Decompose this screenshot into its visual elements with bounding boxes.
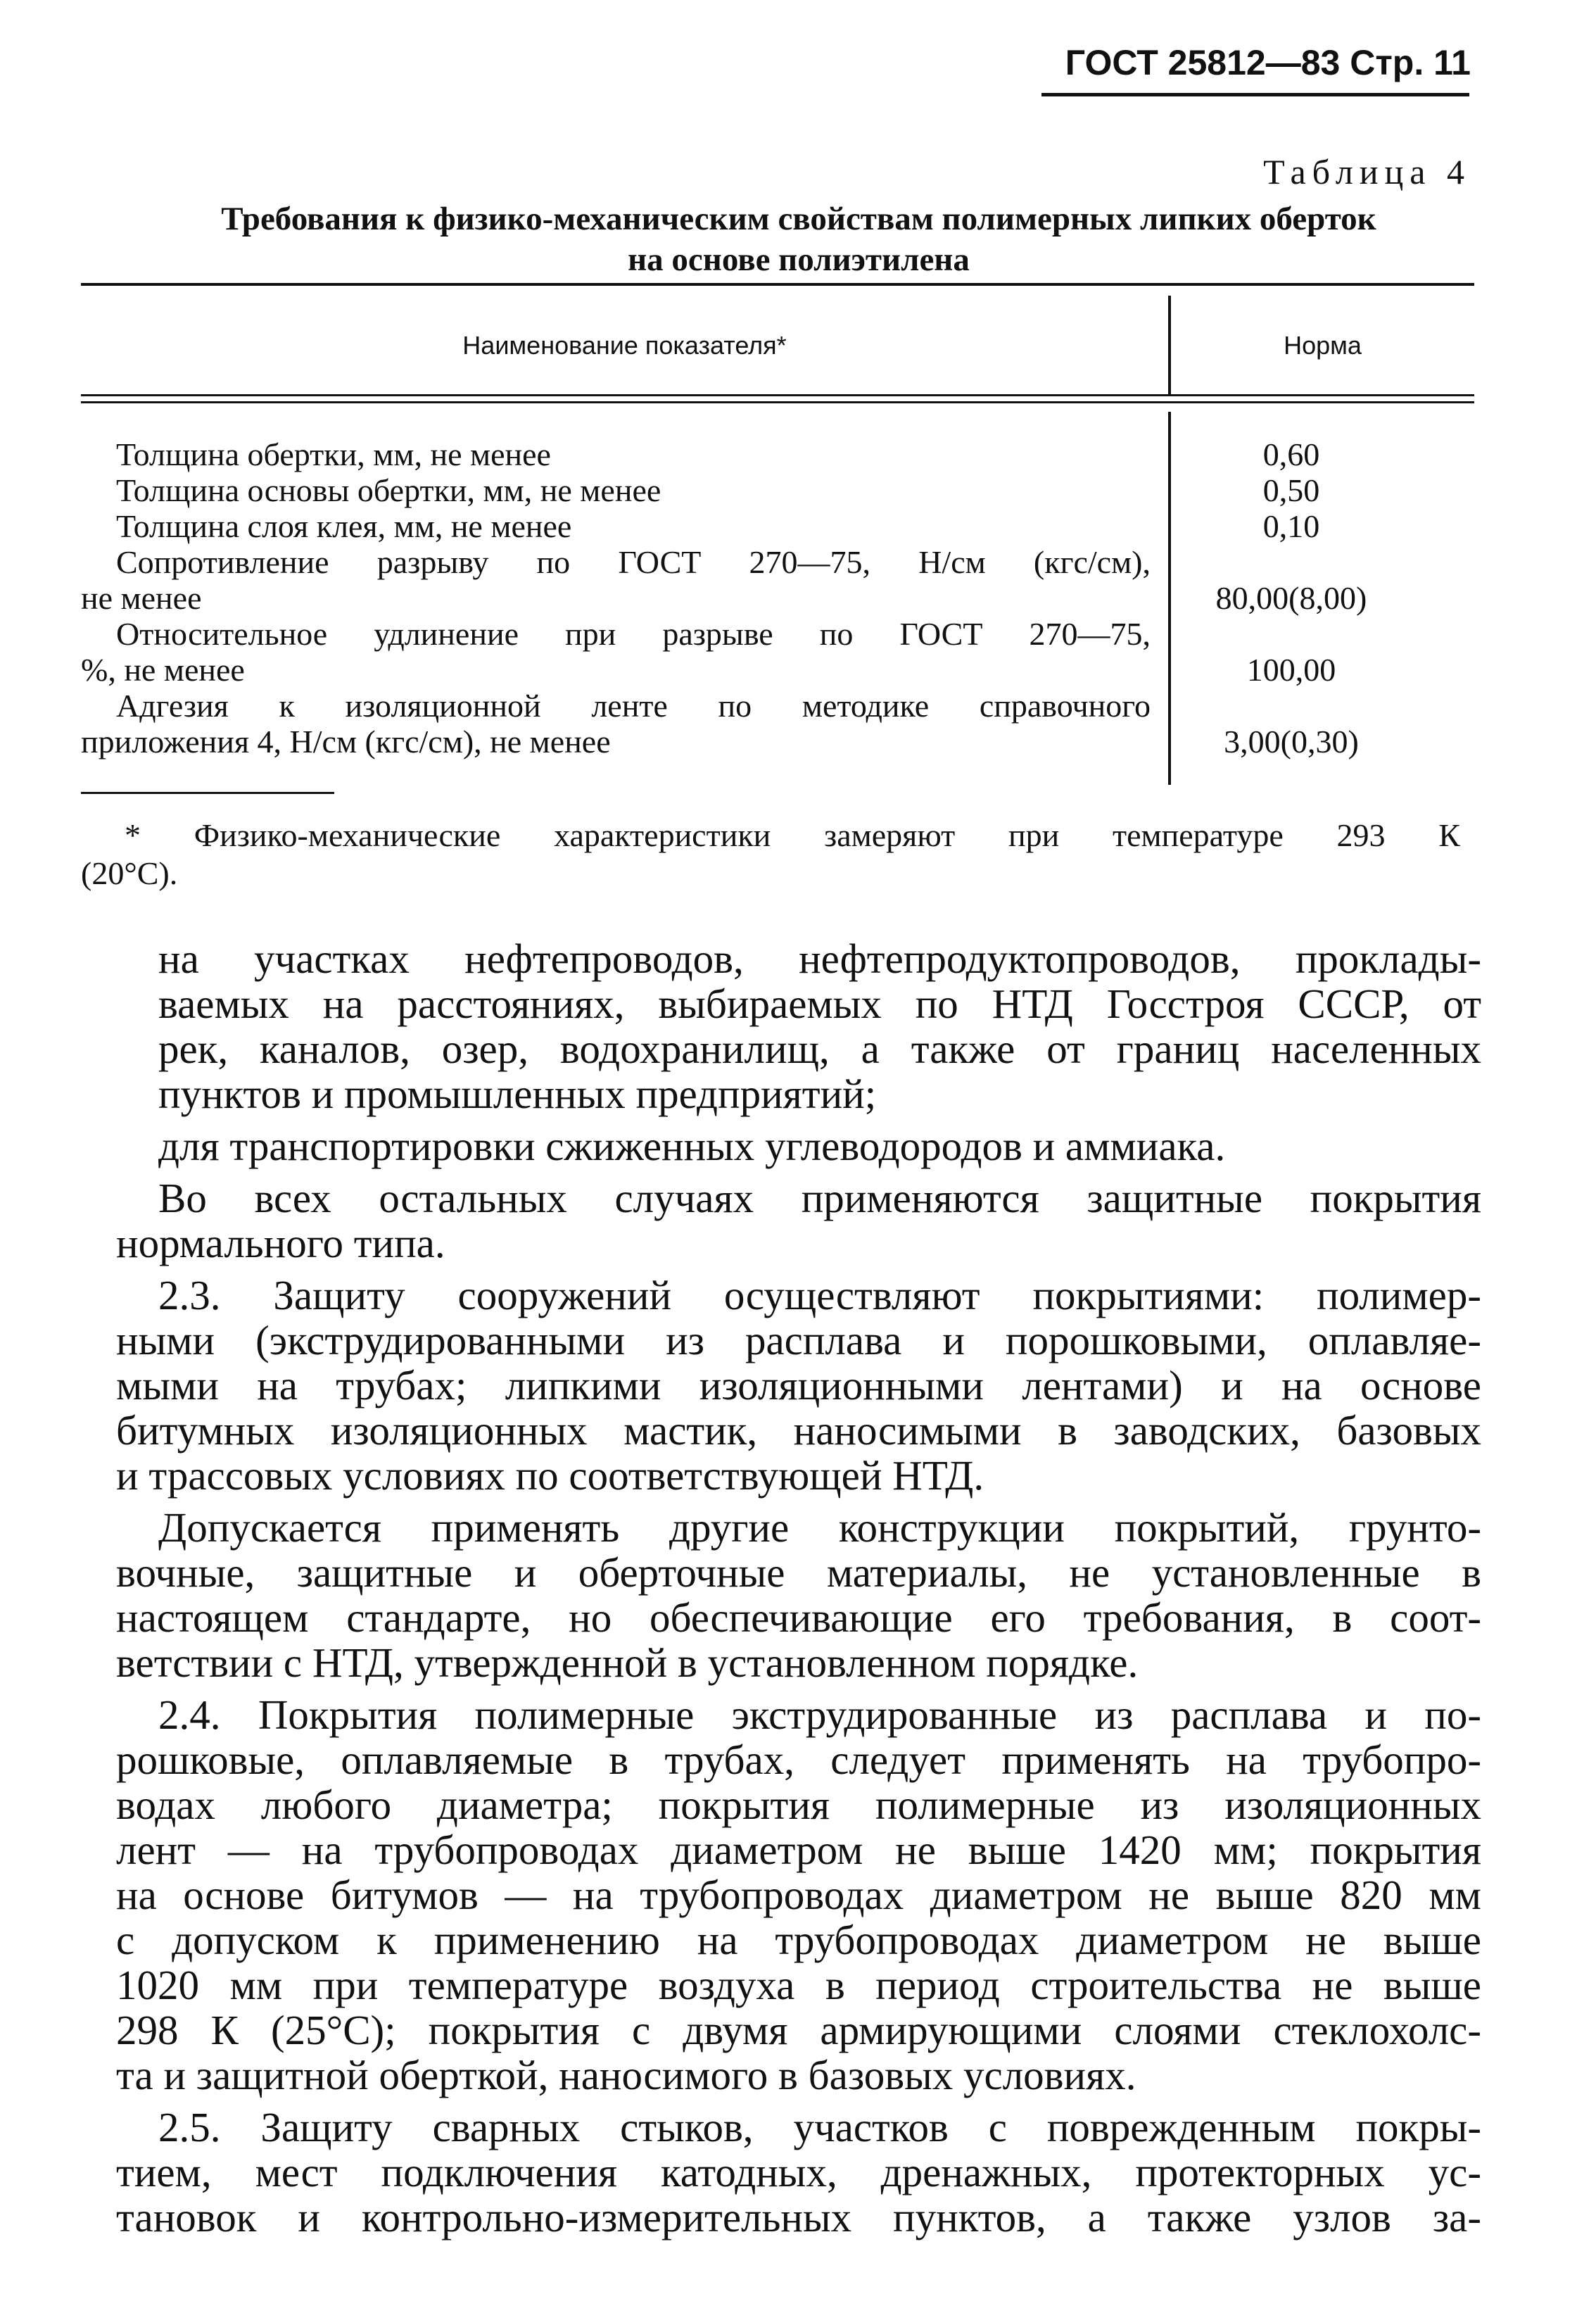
row-name-line: приложения 4, Н/см (кгс/см), не менее: [81, 724, 611, 760]
row-name-line: Толщина слоя клея, мм, не менее: [116, 508, 572, 544]
table-row-name: [81, 508, 1151, 544]
paragraph: [116, 1175, 1481, 1266]
table-row-value: 0,10: [1262, 508, 1320, 544]
text-line: настоящем стандарте, но обеспечивающие его требования, в соот-: [116, 1594, 1481, 1641]
table-row-name: [81, 616, 1151, 688]
text-line: 1020 мм при температуре воздуха в период строительства не выше: [116, 1962, 1481, 2008]
text-line: водах любого диаметра; покрытия полимерные из изоляционных: [116, 1782, 1481, 1828]
row-name-line: %, не менее: [81, 652, 245, 688]
paragraph: [158, 936, 1481, 1116]
row-name-line: не менее: [81, 580, 202, 616]
table-label: Таблица 4: [1263, 152, 1471, 191]
paragraph: [116, 2104, 1481, 2240]
table-column-divider: [1168, 412, 1171, 785]
text-line: для транспортировки сжиженных углеводородов и аммиака.: [158, 1123, 1226, 1169]
text-line: Допускается применять другие конструкции покрытий, грунто-: [158, 1504, 1481, 1551]
table-top-rule: [81, 283, 1474, 286]
text-line: 2.3. Защиту сооружений осуществляют покрытиями: полимер-: [158, 1272, 1481, 1318]
table-row-value: 0,60: [1262, 436, 1320, 472]
text-line: 2.5. Защиту сварных стыков, участков с поврежденным покры-: [158, 2104, 1481, 2150]
text-line: и трассовых условиях по соответствующей НТД.: [116, 1452, 984, 1499]
table-row-name: [81, 436, 1151, 472]
text-line: пунктов и промышленных предприятий;: [158, 1071, 877, 1117]
paragraph: [116, 1272, 1481, 1499]
running-head: ГОСТ 25812—83 Стр. 11: [1065, 43, 1471, 82]
table-row-name: [81, 472, 1151, 508]
table-row-value: 0,50: [1262, 472, 1320, 508]
text-line: 2.4. Покрытия полимерные экструдированные из расплава и по-: [158, 1691, 1481, 1738]
text-line: мыми на трубах; липкими изоляционными лентами) и на основе: [116, 1362, 1481, 1408]
paragraph: [116, 1504, 1481, 1686]
text-line: та и защитной оберткой, наносимого в базовых условиях.: [116, 2052, 1136, 2098]
table-header-rule-2: [81, 401, 1474, 403]
text-line: ными (экструдированными из расплава и порошковыми, оплавляе-: [116, 1317, 1481, 1363]
row-name-line: Толщина основы обертки, мм, не менее: [116, 472, 661, 508]
text-line: 298 К (25°С); покрытия с двумя армирующими слоями стеклохолс-: [116, 2007, 1481, 2053]
text-line: тием, мест подключения катодных, дренажных, протекторных ус-: [116, 2149, 1481, 2195]
table-row-value: 3,00(0,30): [1224, 724, 1359, 760]
text-line: Во всех остальных случаях применяются защитные покрытия: [158, 1175, 1481, 1221]
text-line: на основе битумов — на трубопроводах диаметром не выше 820 мм: [116, 1872, 1481, 1918]
table-footnote: [81, 817, 1460, 893]
table-row-name: [81, 544, 1151, 616]
text-line: с допуском к применению на трубопроводах диаметром не выше: [116, 1917, 1481, 1963]
column-header-name: Наименование показателя*: [462, 331, 787, 360]
table-row-name: [81, 688, 1151, 760]
header-rule: [1041, 93, 1469, 96]
text-line: рошковые, оплавляемые в трубах, следует применять на трубопро-: [116, 1737, 1481, 1783]
text-line: рек, каналов, озер, водохранилищ, а также от границ населенных: [158, 1026, 1481, 1072]
text-line: ваемых на расстояниях, выбираемых по НТД Госстроя СССР, от: [158, 981, 1481, 1027]
text-line: нормального типа.: [116, 1220, 445, 1266]
row-name-line: Толщина обертки, мм, не менее: [116, 436, 551, 472]
text-line: битумных изоляционных мастик, наносимыми в заводских, базовых: [116, 1407, 1481, 1454]
paragraph: [158, 1123, 1481, 1168]
table-row-value: 100,00: [1246, 652, 1336, 688]
footnote-line: (20°С).: [81, 855, 178, 891]
row-name-line: Сопротивление разрыву по ГОСТ 270—75, Н/см (кгс/см),: [116, 544, 1151, 580]
text-line: на участках нефтепроводов, нефтепродуктопроводов, проклады-: [158, 935, 1481, 982]
text-line: ветствии с НТД, утвержденной в установленном порядке.: [116, 1639, 1139, 1686]
row-name-line: Адгезия к изоляционной ленте по методике справочного: [116, 688, 1151, 724]
row-name-line: Относительное удлинение при разрыве по ГОСТ 270—75,: [116, 616, 1151, 652]
table-row-value: 80,00(8,00): [1215, 580, 1367, 616]
body-text: [116, 935, 1481, 2247]
text-line: лент — на трубопроводах диаметром не выше 1420 мм; покрытия: [116, 1827, 1481, 1873]
text-line: тановок и контрольно-измерительных пунктов, а также узлов за-: [116, 2194, 1481, 2240]
table-title: [113, 198, 1485, 280]
paragraph: [116, 1691, 1481, 2098]
table-title-line: Требования к физико-механическим свойствам полимерных липких оберток: [221, 201, 1376, 237]
table-title-line: на основе полиэтилена: [628, 241, 970, 278]
table-bottom-rule: [81, 792, 334, 794]
column-header-norm: Норма: [1284, 331, 1362, 360]
text-line: вочные, защитные и оберточные материалы, не установленные в: [116, 1549, 1481, 1596]
footnote-line: * Физико-механические характеристики замеряют при температуре 293 К: [125, 817, 1460, 853]
table-header-rule-1: [81, 394, 1474, 396]
